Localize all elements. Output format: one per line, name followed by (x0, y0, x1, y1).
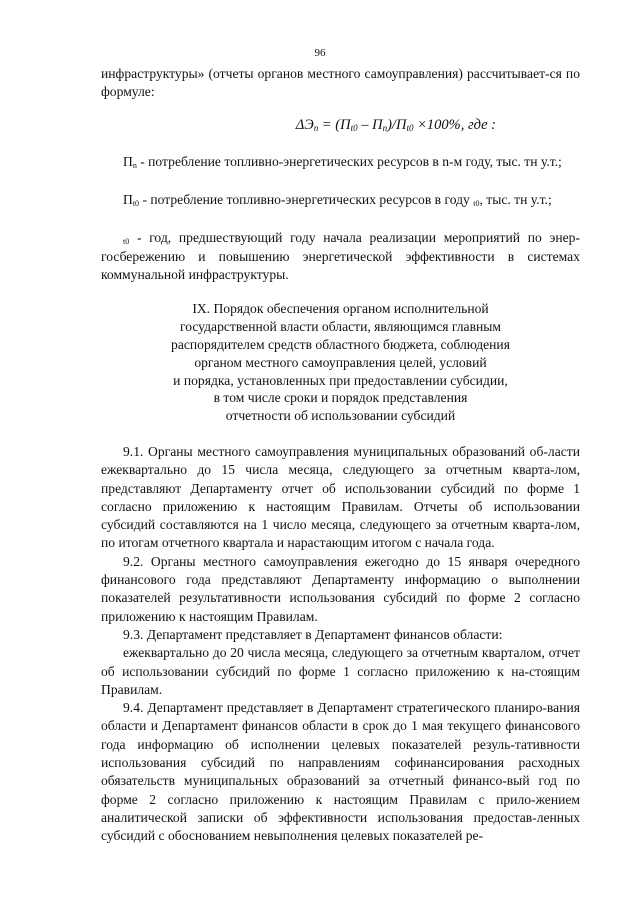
formula-sub-t0-a: t0 (350, 122, 358, 133)
paragraph-9-1: 9.1. Органы местного самоуправления муниципальных образований об-ласти ежеквартально до 15 числа месяца, следующего за отчетным кварта-лом, представляют Департаменту отчет об использовании субсидий по форме 1 согласно приложению к настоящим Правилам. Отчеты об использовании субсидий составляются на 1 число месяца, следующего за отчетным кварта-лом, по итогам отчетного квартала и нарастающим итогом с начала года. (101, 443, 580, 551)
definition-pn-sub: n (132, 160, 137, 170)
definition-pt0 (101, 191, 580, 209)
heading-line: и порядка, установленных при предоставлении субсидии, (173, 372, 508, 388)
heading-line: в том числе сроки и порядок представления (213, 390, 468, 406)
section-heading (101, 300, 580, 425)
formula-sub-t0-b: t0 (406, 122, 414, 133)
formula-open: = (П (318, 116, 351, 133)
formula-lhs: ΔЭ (295, 116, 314, 133)
definition-pn (101, 153, 580, 171)
definition-pn-symbol: П (123, 153, 133, 169)
paragraph-9-3: 9.3. Департамент представляет в Департамент финансов области: (123, 626, 503, 642)
formula-lhs-sub: n (313, 122, 319, 133)
heading-line: государственной власти области, являющимся главным (179, 319, 502, 335)
intro-paragraph: инфраструктуры» (отчеты органов местного самоуправления) рассчитывает-ся по формуле: (101, 66, 580, 100)
formula-minus: – П (357, 116, 383, 133)
definition-pn-text: - потребление топливно-энергетических ресурсов в n-м году, тыс. тн у.т.; (136, 153, 562, 169)
formula (101, 116, 580, 134)
page-number: 96 (314, 47, 326, 59)
paragraph-9-3-quarterly: ежеквартально до 20 числа месяца, следующего за отчетным кварталом, отчет об использовании субсидий по форме 1 согласно приложению к на-стоящим Правилам. (101, 645, 580, 697)
paragraph-9-4: 9.4. Департамент представляет в Департамент стратегического планиро-вания области и Департамент финансов области в срок до 1 мая текущего финансового года информацию об исполнении целевых показателей резуль-тативности использования субсидий по направлениям софинансирования расходных обязательств муниципальных образований за отчетный финансо-вый год по форме 2 согласно приложению к настоящим Правилам с прило-жением аналитической записки об эффективности использования предостав-ленных субсидий с обоснованием невыполнения целевых показателей ре- (101, 700, 580, 844)
definition-pt0-text-before: - потребление топливно-энергетических ресурсов в году (139, 192, 474, 208)
heading-line: отчетности об использовании субсидий (225, 408, 456, 424)
definition-t0-sub: t0 (123, 237, 130, 247)
definition-pt0-sub: t0 (132, 199, 140, 209)
paragraph-9-2: 9.2. Органы местного самоуправления ежегодно до 15 января очередного финансового года представляют Департаменту информацию о выполнении показателей результативности использования субсидий по форме 2 согласно приложению к настоящим Правилам. (101, 553, 580, 624)
heading-line: IX. Порядок обеспечения органом исполнительной (192, 301, 489, 317)
definition-pt0-year-sub: t0 (473, 199, 480, 209)
formula-tail: ×100%, где : (413, 116, 496, 133)
definition-t0 (101, 229, 580, 284)
formula-div: )/П (387, 116, 407, 133)
definition-pt0-symbol: П (123, 192, 133, 208)
document-body (101, 65, 580, 845)
heading-line: распорядителем средств областного бюджета, соблюдения (171, 336, 510, 352)
formula-sub-n: n (382, 122, 388, 133)
definition-t0-text: - год, предшествующий году начала реализации мероприятий по энер-госбережению и повышению энергетической эффективности в системах коммунальной инфраструктуры. (101, 230, 580, 283)
definition-pt0-text-after: , тыс. тн у.т.; (479, 192, 552, 208)
heading-line: органом местного самоуправления целей, условий (194, 354, 487, 370)
